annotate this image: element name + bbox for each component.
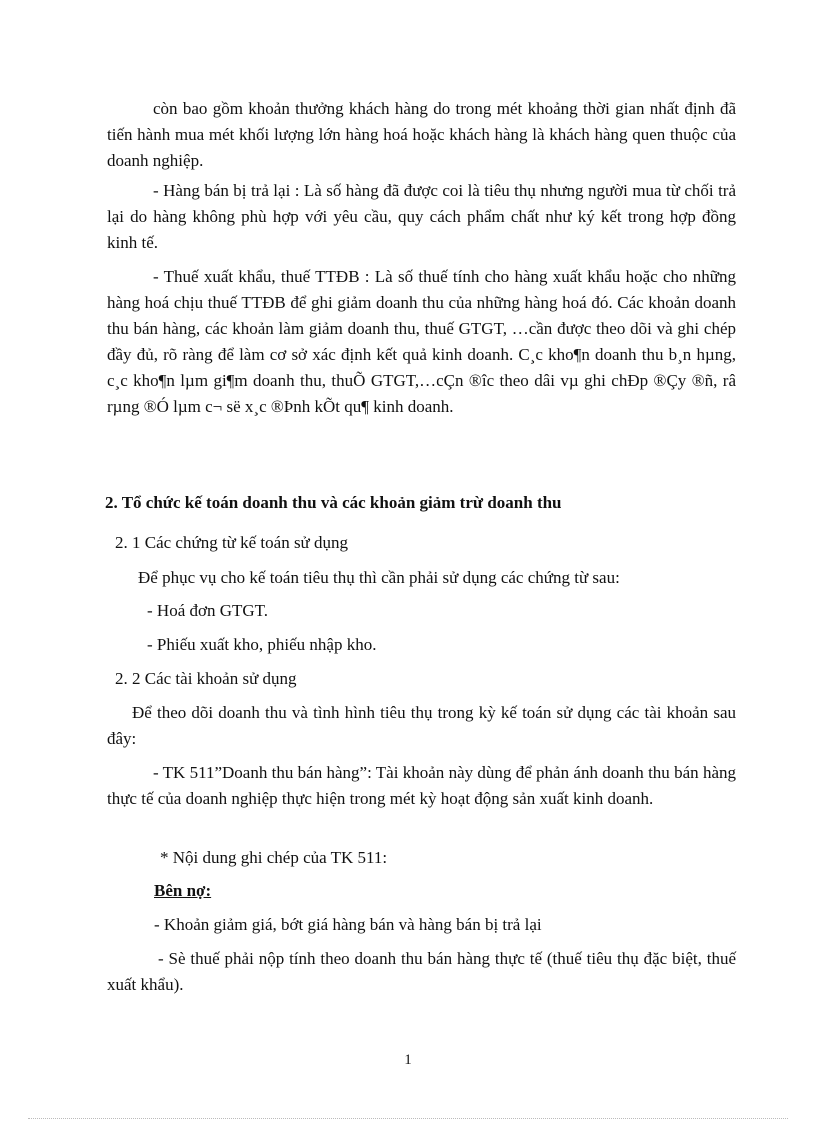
- accounts-intro: Để theo dõi doanh thu và tình hình tiêu thụ trong kỳ kế toán sử dụng các tài khoản sau đây:: [107, 703, 736, 748]
- page-bottom-divider: [28, 1118, 788, 1119]
- paragraph-returned-goods: - Hàng bán bị trả lại : Là số hàng đã được coi là tiêu thụ nhưng người mua từ chối trả lại do hàng không phù hợp với yêu cầu, quy cách phẩm chất như ký kết trong hợp đồng kinh tế.: [107, 181, 736, 252]
- debit-side-label: Bên nợ:: [154, 881, 212, 900]
- tk511-content-label: * Nội dung ghi chép của TK 511:: [160, 848, 388, 867]
- section-heading: 2. Tổ chức kế toán doanh thu và các khoản giảm trừ doanh thu: [105, 493, 562, 512]
- paragraph-export-tax: - Thuế xuất khẩu, thuế TTĐB : Là số thuế tính cho hàng xuất khẩu hoặc cho những hàng hoá chịu thuế TTĐB để ghi giảm doanh thu của những hàng hoá đó. Các khoản doanh thu bán hàng, các khoản làm giảm doanh thu, thuế GTGT, …cần được theo dõi và ghi chép đầy đủ, rõ ràng để làm cơ sở xác định kết quả kinh doanh. C¸c kho¶n doanh thu b¸n hµng, c¸c kho¶n lµm gi¶m doanh thu, thuÕ GTGT,…cÇn ®îc theo dâi vµ ghi chÐp ®Çy ®ñ, râ rµng ®Ó lµm c¬ së x¸c ®Þnh kÕt qu¶ kinh doanh.: [107, 267, 736, 416]
- paragraph-tk511: - TK 511”Doanh thu bán hàng”: Tài khoản này dùng để phản ánh doanh thu bán hàng thực tế của doanh nghiệp thực hiện trong mét kỳ hoạt động sản xuất kinh doanh.: [107, 763, 736, 808]
- list-item-vat-invoice: - Hoá đơn GTGT.: [147, 601, 269, 620]
- list-item-warehouse-slips: - Phiếu xuất kho, phiếu nhập kho.: [147, 635, 377, 654]
- subsection-title-documents: 2. 1 Các chứng từ kế toán sử dụng: [115, 533, 349, 552]
- subsection-title-accounts: 2. 2 Các tài khoản sử dụng: [115, 669, 297, 688]
- paragraph-customer-reward: còn bao gồm khoản thưởng khách hàng do trong mét khoảng thời gian nhất định đã tiến hành mua mét khối lượng lớn hàng hoá hoặc khách hàng là khách hàng quen thuộc của doanh nghiệp.: [107, 99, 736, 170]
- documents-intro: Để phục vụ cho kế toán tiêu thụ thì cần phải sử dụng các chứng từ sau:: [138, 568, 620, 587]
- debit-item-discounts: - Khoản giảm giá, bớt giá hàng bán và hàng bán bị trả lại: [154, 915, 542, 934]
- page-number: 1: [404, 1052, 412, 1068]
- debit-item-taxes: - Sè thuế phải nộp tính theo doanh thu bán hàng thực tế (thuế tiêu thụ đặc biệt, thuế xuất khẩu).: [107, 949, 736, 994]
